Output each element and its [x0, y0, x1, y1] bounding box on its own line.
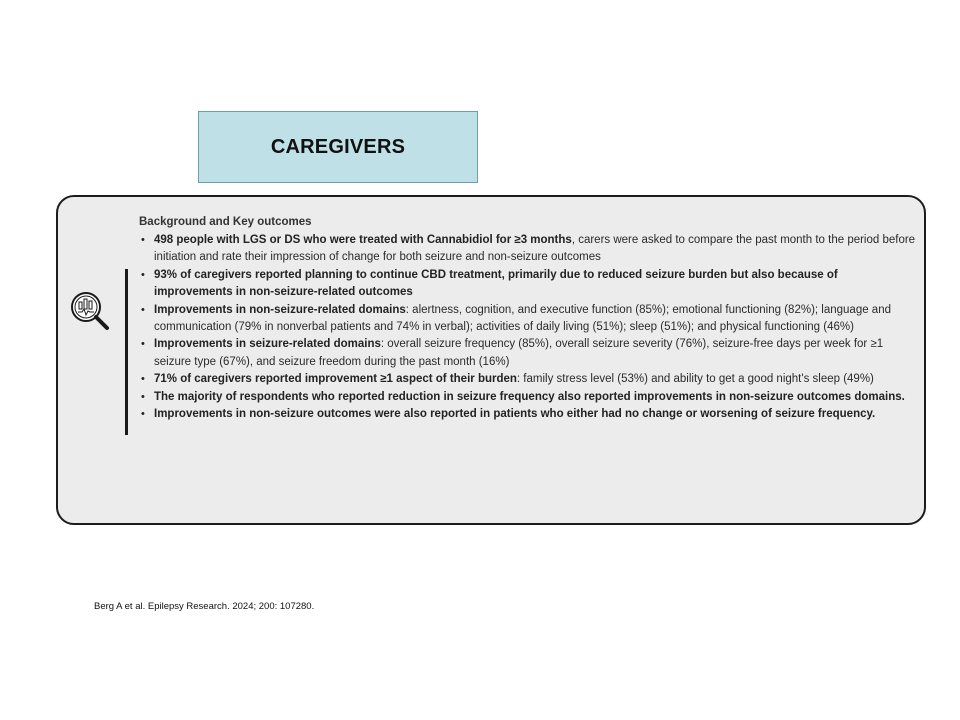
citation: Berg A et al. Epilepsy Research. 2024; 200: 107280.	[94, 601, 315, 612]
magnifier-chart-icon	[69, 290, 111, 332]
bullet-lead: 71% of caregivers reported improvement ≥1 aspect of their burden	[154, 373, 517, 386]
page-title: CAREGIVERS	[270, 135, 406, 158]
divider-line	[125, 269, 128, 435]
title-box	[198, 111, 478, 183]
list-item	[139, 406, 919, 423]
bullet-list	[139, 232, 919, 423]
bullet-text: : family stress level (53%) and ability to get a good night's sleep (49%)	[516, 373, 874, 386]
section-heading: Background and Key outcomes	[139, 216, 312, 228]
list-item	[139, 389, 919, 406]
bullet-lead: Improvements in non-seizure-related domains	[154, 303, 406, 316]
list-item	[139, 302, 919, 337]
bullet-text: : overall seizure frequency (85%), overall seizure severity (76%), seizure-free days per week for ≥1 seizure type (67%), and seizure freedom during the past month (16%)	[154, 338, 884, 368]
bullet-lead: Improvements in seizure-related domains	[154, 338, 381, 351]
bullet-text: : alertness, cognition, and executive function (85%); emotional functioning (82%); language and communication (79% in nonverbal patients and 74% in verbal); activities of daily living (51%); sleep (51%); and physical functioning (46%)	[154, 303, 891, 334]
list-item	[139, 336, 919, 371]
outcomes-panel	[56, 195, 926, 525]
list-item	[139, 267, 919, 302]
bullet-lead: Improvements in non-seizure outcomes were also reported in patients who either had no change or worsening of seizure frequency.	[154, 408, 876, 421]
bullet-lead: 498 people with LGS or DS who were treated with Cannabidiol for ≥3 months	[154, 234, 572, 246]
bullet-text: , carers were asked to compare the past month to the period before initiation and rate their impression of change for both seizure and non-seizure outcomes	[154, 234, 916, 264]
list-item	[139, 232, 919, 267]
bullet-lead: 93% of caregivers reported planning to continue CBD treatment, primarily due to reduced seizure burden but also because of improvements in non-seizure-related outcomes	[154, 268, 838, 299]
bullet-lead: The majority of respondents who reported reduction in seizure frequency also reported improvements in non-seizure outcomes domains.	[154, 390, 905, 403]
list-item	[139, 371, 919, 388]
outcomes-content	[139, 215, 919, 423]
